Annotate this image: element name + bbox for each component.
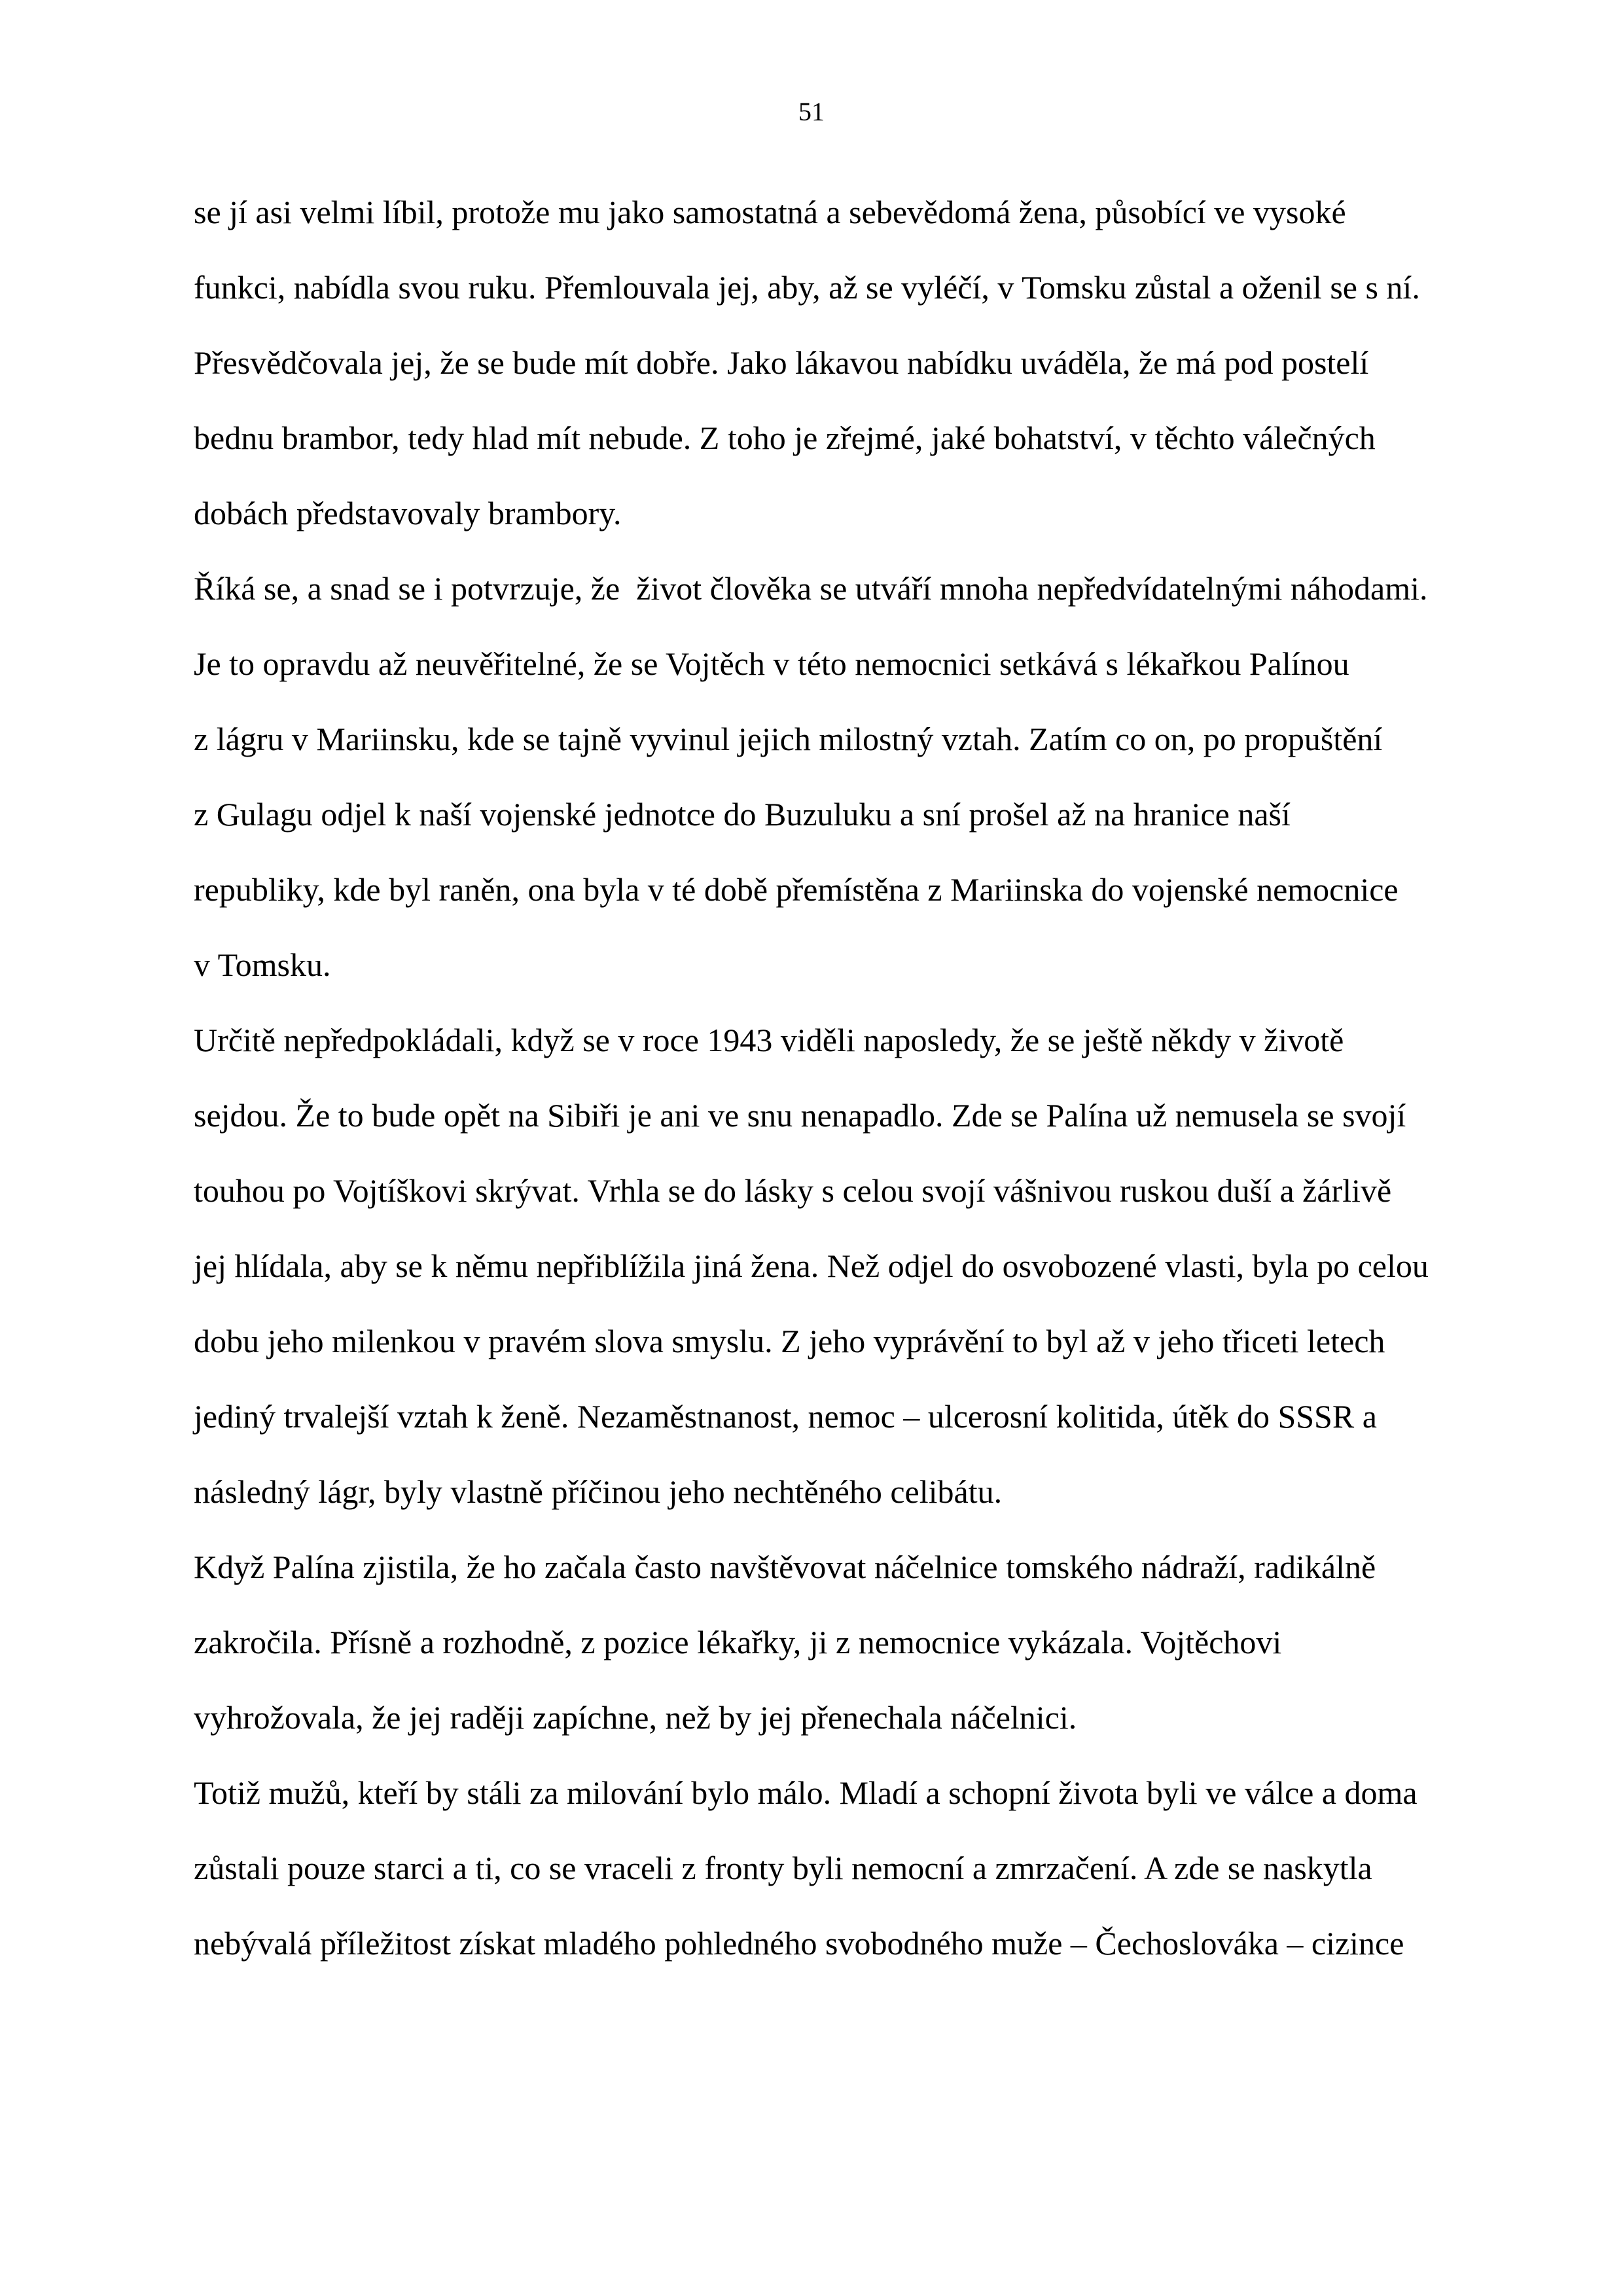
text-line: nebývalá příležitost získat mladého pohledného svobodného muže – Čechoslováka – cizince [194,1925,1404,1962]
body-text [194,175,1437,1981]
text-line: Když Palína zjistila, že ho začala často navštěvovat náčelnice tomského nádraží, radikálně [194,1549,1376,1585]
text-line: Určitě nepředpokládali, když se v roce 1943 viděli naposledy, že se ještě někdy v životě [194,1022,1344,1058]
text-line: bednu brambor, tedy hlad mít nebude. Z toho je zřejmé, jaké bohatství, v těchto válečných [194,420,1376,456]
text-line: funkci, nabídla svou ruku. Přemlouvala jej, aby, až se vyléčí, v Tomsku zůstal a oženil se s ní. [194,269,1420,306]
text-line: touhou po Vojtíškovi skrývat. Vrhla se do lásky s celou svojí vášnivou ruskou duší a žárlivě [194,1172,1392,1209]
text-line: z lágru v Mariinsku, kde se tajně vyvinul jejich milostný vztah. Zatím co on, po propuštění [194,721,1383,757]
page-number: 51 [798,97,825,126]
text-line: Říká se, a snad se i potvrzuje, že život člověka se utváří mnoha nepředvídatelnými náhodami. [194,570,1428,607]
text-line: Je to opravdu až neuvěřitelné, že se Vojtěch v této nemocnici setkává s lékařkou Palínou [194,645,1349,682]
text-line: republiky, kde byl raněn, ona byla v té době přemístěna z Mariinska do vojenské nemocnice [194,871,1399,908]
text-line: Přesvědčovala jej, že se bude mít dobře. Jako lákavou nabídku uváděla, že má pod postelí [194,344,1369,381]
text-line: se jí asi velmi líbil, protože mu jako samostatná a sebevědomá žena, působící ve vysoké [194,194,1346,230]
text-line: vyhrožovala, že jej raději zapíchne, než by jej přenechala náčelnici. [194,1699,1077,1736]
text-line: dobu jeho milenkou v pravém slova smyslu. Z jeho vyprávění to byl až v jeho třiceti letech [194,1323,1385,1359]
text-line: z Gulagu odjel k naší vojenské jednotce do Buzuluku a sní prošel až na hranice naší [194,796,1291,833]
text-line: v Tomsku. [194,946,331,983]
text-line: sejdou. Že to bude opět na Sibiři je ani ve snu nenapadlo. Zde se Palína už nemusela se svojí [194,1097,1406,1134]
text-line: Totiž mužů, kteří by stáli za milování bylo málo. Mladí a schopní života byli ve válce a doma [194,1774,1418,1811]
text-line: zakročila. Přísně a rozhodně, z pozice lékařky, ji z nemocnice vykázala. Vojtěchovi [194,1624,1282,1660]
text-line: zůstali pouze starci a ti, co se vraceli z fronty byli nemocní a zmrzačení. A zde se naskytla [194,1850,1372,1886]
text-line: následný lágr, byly vlastně příčinou jeho nechtěného celibátu. [194,1473,1003,1510]
text-line: jediný trvalejší vztah k ženě. Nezaměstnanost, nemoc – ulcerosní kolitida, útěk do SSSR a [194,1398,1377,1435]
text-line: jej hlídala, aby se k němu nepřiblížila jiná žena. Než odjel do osvobozené vlasti, byla po celou [194,1247,1429,1284]
text-line: dobách představovaly brambory. [194,495,622,531]
